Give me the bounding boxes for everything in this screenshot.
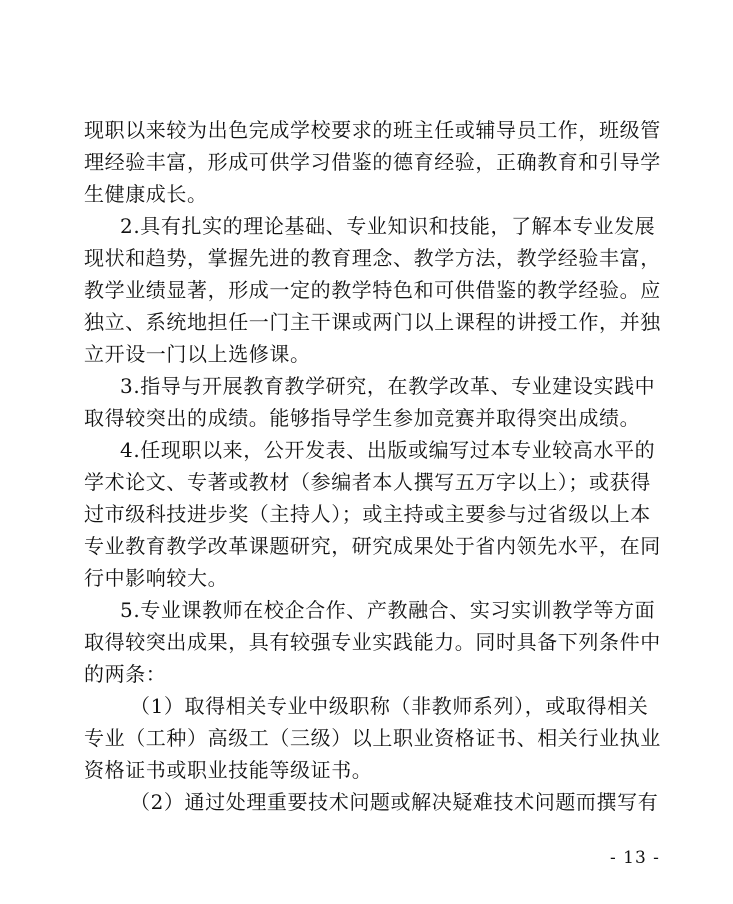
text-line: 5.专业课教师在校企合作、产教融合、实习实训教学等方面 — [120, 598, 656, 622]
text-line: 3.指导与开展教育教学研究，在教学改革、专业建设实践中 — [120, 374, 656, 398]
text-line: 2.具有扎实的理论基础、专业知识和技能，了解本专业发展 — [120, 214, 656, 238]
text-line: 资格证书或职业技能等级证书。 — [84, 758, 373, 782]
page-number: - 13 - — [610, 848, 660, 868]
text-line: 的两条： — [84, 662, 167, 686]
text-line: 学术论文、专著或教材（参编者本人撰写五万字以上）；或获得 — [84, 470, 651, 494]
text-line: （1）取得相关专业中级职称（非教师系列），或取得相关 — [130, 694, 649, 718]
text-line: 专业教育教学改革课题研究，研究成果处于省内领先水平，在同 — [84, 534, 661, 558]
text-line: 专业（工种）高级工（三级）以上职业资格证书、相关行业执业 — [84, 726, 661, 750]
text-line: 现状和趋势，掌握先进的教育理念、教学方法，教学经验丰富， — [84, 246, 661, 270]
text-line: 取得较突出成果，具有较强专业实践能力。同时具备下列条件中 — [84, 630, 661, 654]
text-line: 教学业绩显著，形成一定的教学特色和可供借鉴的教学经验。应 — [84, 278, 661, 302]
text-line: 生健康成长。 — [84, 182, 208, 206]
text-line: 行中影响较大。 — [84, 566, 229, 590]
text-line: 过市级科技进步奖（主持人）；或主持或主要参与过省级以上本 — [84, 502, 651, 526]
text-line: 理经验丰富，形成可供学习借鉴的德育经验，正确教育和引导学 — [84, 150, 661, 174]
text-line: 现职以来较为出色完成学校要求的班主任或辅导员工作，班级管 — [84, 118, 661, 142]
text-line: 4.任现职以来，公开发表、出版或编写过本专业较高水平的 — [120, 438, 656, 462]
text-line: 立开设一门以上选修课。 — [84, 342, 311, 366]
text-line: （2）通过处理重要技术问题或解决疑难技术问题而撰写有 — [130, 790, 659, 814]
text-line: 独立、系统地担任一门主干课或两门以上课程的讲授工作，并独 — [84, 310, 661, 334]
text-line: 取得较突出的成绩。能够指导学生参加竞赛并取得突出成绩。 — [84, 406, 641, 430]
